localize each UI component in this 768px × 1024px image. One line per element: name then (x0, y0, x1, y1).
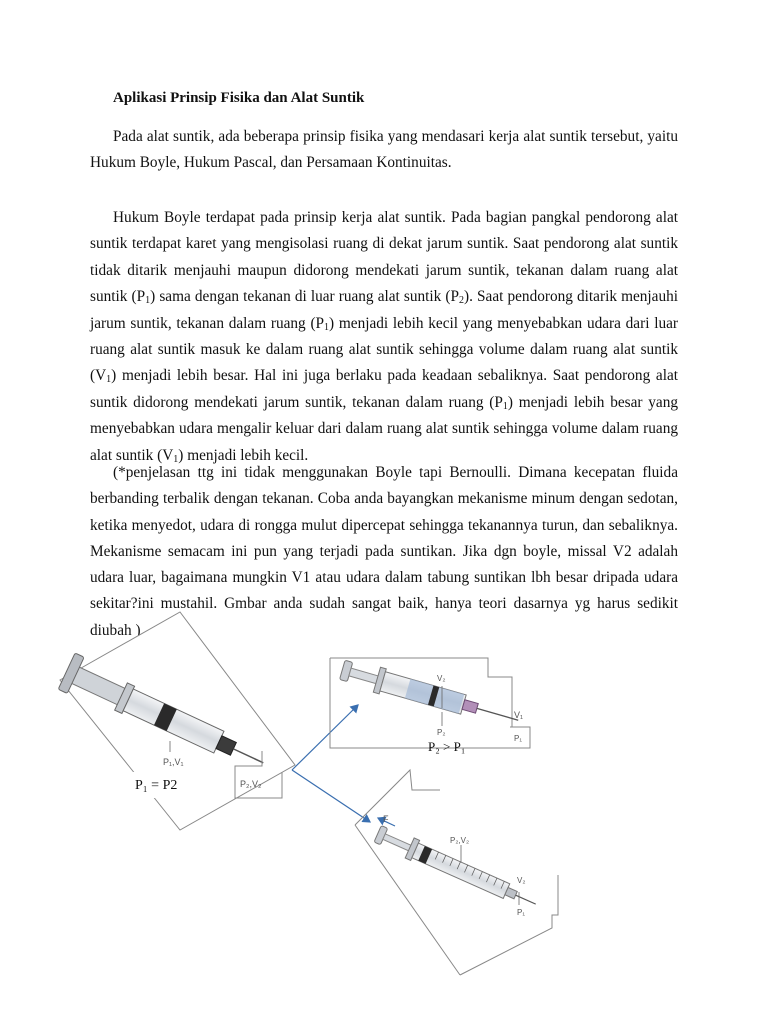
subscript: 1 (173, 453, 179, 465)
top-equation: P₂ > P₁ (428, 739, 466, 754)
text-run: ) menjadi lebih besar yang menyebabkan udara mengalir keluar dari dalam ruang alat suntik sehingga volume dalam ruang alat suntik (V (90, 393, 678, 464)
bottom-label-p1: P₁ (517, 908, 526, 917)
top-label-p1: P₁ (514, 734, 523, 743)
subscript: 2 (459, 295, 465, 307)
left-label-p1v1: P₁,V₁ (163, 757, 184, 767)
top-right-syringe (339, 657, 522, 732)
subscript: 1 (502, 400, 508, 412)
subscript: 1 (324, 321, 330, 333)
top-label-v1: V₁ (514, 710, 524, 720)
bottom-label-v2: V₂ (517, 876, 526, 885)
paragraph-note-bernoulli: (*penjelasan ttg ini tidak menggunakan Boyle tapi Bernoulli. Dimana kecepatan fluida berbanding terbalik dengan tekanan. Coba anda bayangkan mekanisme minum dengan sedotan, ketika menyedot, udara di rongga mulut dipercepat sehingga tekanannya turun, dan sebaliknya. Mekanisme semacam ini pun yang terjadi pada suntikan. Jika dgn boyle, missal V2 adalah udara luar, bagaimana mungkin V1 atau udara dalam tabung suntikan lbh besar dripada udara sekitar?ini mustahil. Gmbar anda sudah sangat baik, hanya teori dasarnya yg harus sedikit diubah ) (90, 464, 678, 639)
left-equation: P₁ = P2 (135, 778, 178, 793)
arrow-to-top (292, 705, 358, 770)
subscript: 1 (145, 295, 151, 307)
left-syringe-panel (58, 612, 295, 830)
bottom-right-syringe-panel (355, 770, 558, 975)
text-run: ). Saat pendorong ditarik menjauhi jarum suntik, tekanan dalam ruang (P (90, 288, 679, 332)
left-label-p2v2: P₂,V₂ (240, 779, 262, 789)
paragraph-intro: Pada alat suntik, ada beberapa prinsip fisika yang mendasari kerja alat suntik tersebut, yaitu Hukum Boyle, Hukum Pascal, dan Persamaan Kontinuitas. (90, 128, 678, 171)
text-run: ) menjadi lebih besar. Hal ini juga berlaku pada keadaan sebaliknya. Saat pendorong alat suntik didorong mendekati jarum suntik, tekanan dalam ruang (P (90, 367, 678, 411)
top-label-v2: V₂ (437, 674, 446, 683)
text-run: ) menjadi lebih kecil yang menyebabkan udara dari luar ruang alat suntik masuk ke dalam ruang alat suntik sehingga volume dalam ruang alat suntik (V (90, 314, 678, 385)
bottom-label-force: F (383, 814, 389, 824)
bottom-label-p2v2: P₂,V₂ (450, 836, 470, 845)
text-run: ) sama dengan tekanan di luar ruang alat suntik (P (150, 288, 460, 306)
top-right-syringe-panel (330, 657, 530, 754)
document-title: Aplikasi Prinsip Fisika dan Alat Suntik (113, 90, 365, 106)
subscript: 1 (106, 374, 112, 386)
text-run: Hukum Boyle terdapat pada prinsip kerja alat suntik. Pada bagian pangkal pendorong alat suntik terdapat karet yang mengisolasi ruang di dekat jarum suntik. Saat pendorong alat suntik tidak ditarik menjauhi maupun didorong mendekati jarum suntik, tekanan dalam ruang alat suntik (P (90, 209, 678, 306)
top-label-p2: P₂ (437, 728, 446, 737)
text-run: ) menjadi lebih kecil. (178, 446, 309, 464)
arrow-to-bottom (292, 770, 370, 822)
